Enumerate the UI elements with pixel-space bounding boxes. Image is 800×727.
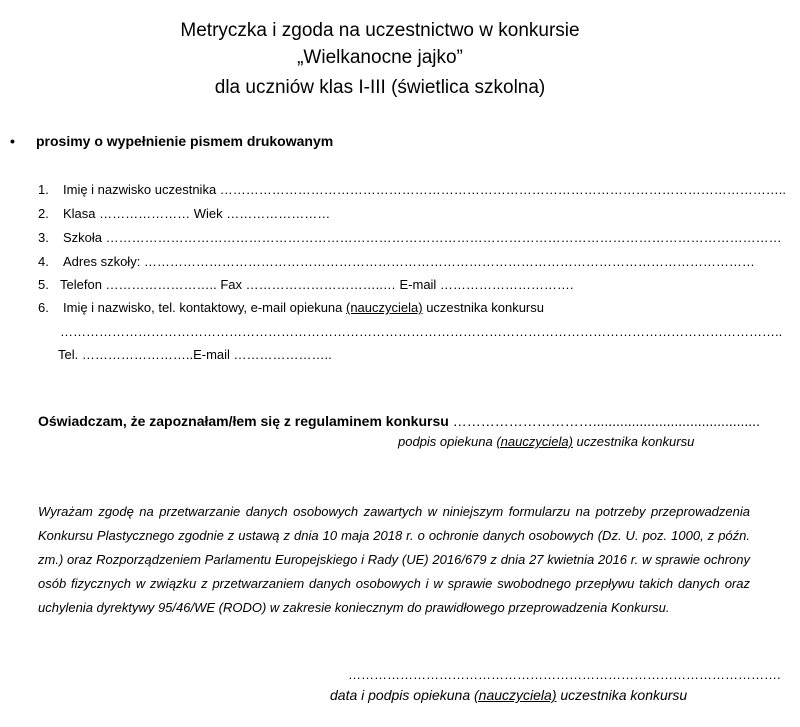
consent-text: Wyrażam zgodę na przetwarzanie danych osobowych zawartych w niniejszym formularzu na potrzeby przeprowadzenia Konkursu Plastycznego zgodnie z ustawą z dnia 10 maja 2018 r. o ochronie danych osobowych (Dz. U. poz. 1000, z późn. zm.) oraz Rozporządzeniem Parlamentu Europejskiego i Rady (UE) 2016/679 z dnia 27 kwietnia 2016 r. w sprawie ochrony osób fizycznych w związku z przetwarzaniem danych osobowych i w sprawie swobodnego przepływu takich danych oraz uchylenia dyrektywy 95/46/WE (RODO) w zakresie koniecznym do prawidłowego przeprowadzenia Konkursu. (38, 504, 750, 615)
field-school: Szkoła ………………………………………………………………………………………………………………………………………… (63, 230, 782, 245)
field-guardian-dots: ………………………………………………………………………………………………………………………………………………….. (60, 324, 783, 339)
final-sig-teacher: (nauczyciela) (474, 687, 557, 703)
instruction (10, 133, 333, 149)
field-guardian-teacher: (nauczyciela) (346, 300, 423, 315)
field-5-number: 5. (38, 277, 49, 292)
field-guardian-pre: Imię i nazwisko, tel. kontaktowy, e-mail opiekuna (63, 300, 346, 315)
sig-caption-teacher: (nauczyciela) (496, 434, 573, 449)
title-line-1: Metryczka i zgoda na uczestnictwo w konkursie (180, 20, 580, 41)
sig-caption-pre: podpis opiekuna (398, 434, 497, 449)
title-line-2: „Wielkanocne jajko” (297, 47, 463, 68)
declaration-text: Oświadczam, że zapoznałam/łem się z regulaminem konkursu (38, 413, 449, 429)
field-name: Imię i nazwisko uczestnika ………………………………………………………………………………………………………………….. (63, 182, 787, 197)
declaration (38, 413, 760, 429)
final-sig-pre: data i podpis opiekuna (330, 687, 474, 703)
field-contact: Telefon …………………….. Fax …………………………..… E-mail …………………………. (60, 277, 574, 292)
declaration-signature-caption (398, 434, 694, 449)
declaration-dots: …………………………........................................... (448, 413, 760, 429)
bullet-icon: • (10, 133, 15, 149)
field-6-number: 6. (38, 300, 49, 315)
title-line-3: dla uczniów klas I-III (świetlica szkolna) (214, 77, 546, 98)
final-signature-caption (330, 687, 687, 703)
field-class-age: Klasa ………………… Wiek …………………… (63, 206, 331, 221)
field-guardian-tel-email: Tel. ……………………..E-mail ………………….. (58, 347, 332, 362)
final-signature-dots: ………………………………………………………………………………………. (348, 667, 781, 682)
field-school-address: Adres szkoły: …………………………………………………………………………………………………………………………… (63, 254, 755, 269)
field-4-number: 4. (38, 254, 49, 269)
field-guardian (63, 300, 544, 315)
consent-paragraph (38, 500, 750, 620)
field-3-number: 3. (38, 230, 49, 245)
final-sig-post: uczestnika konkursu (556, 687, 688, 703)
field-2-number: 2. (38, 206, 49, 221)
field-guardian-post: uczestnika konkursu (422, 300, 544, 315)
sig-caption-post: uczestnika konkursu (572, 434, 695, 449)
field-1-number: 1. (38, 182, 49, 197)
instruction-text: prosimy o wypełnienie pismem drukowanym (36, 133, 334, 149)
